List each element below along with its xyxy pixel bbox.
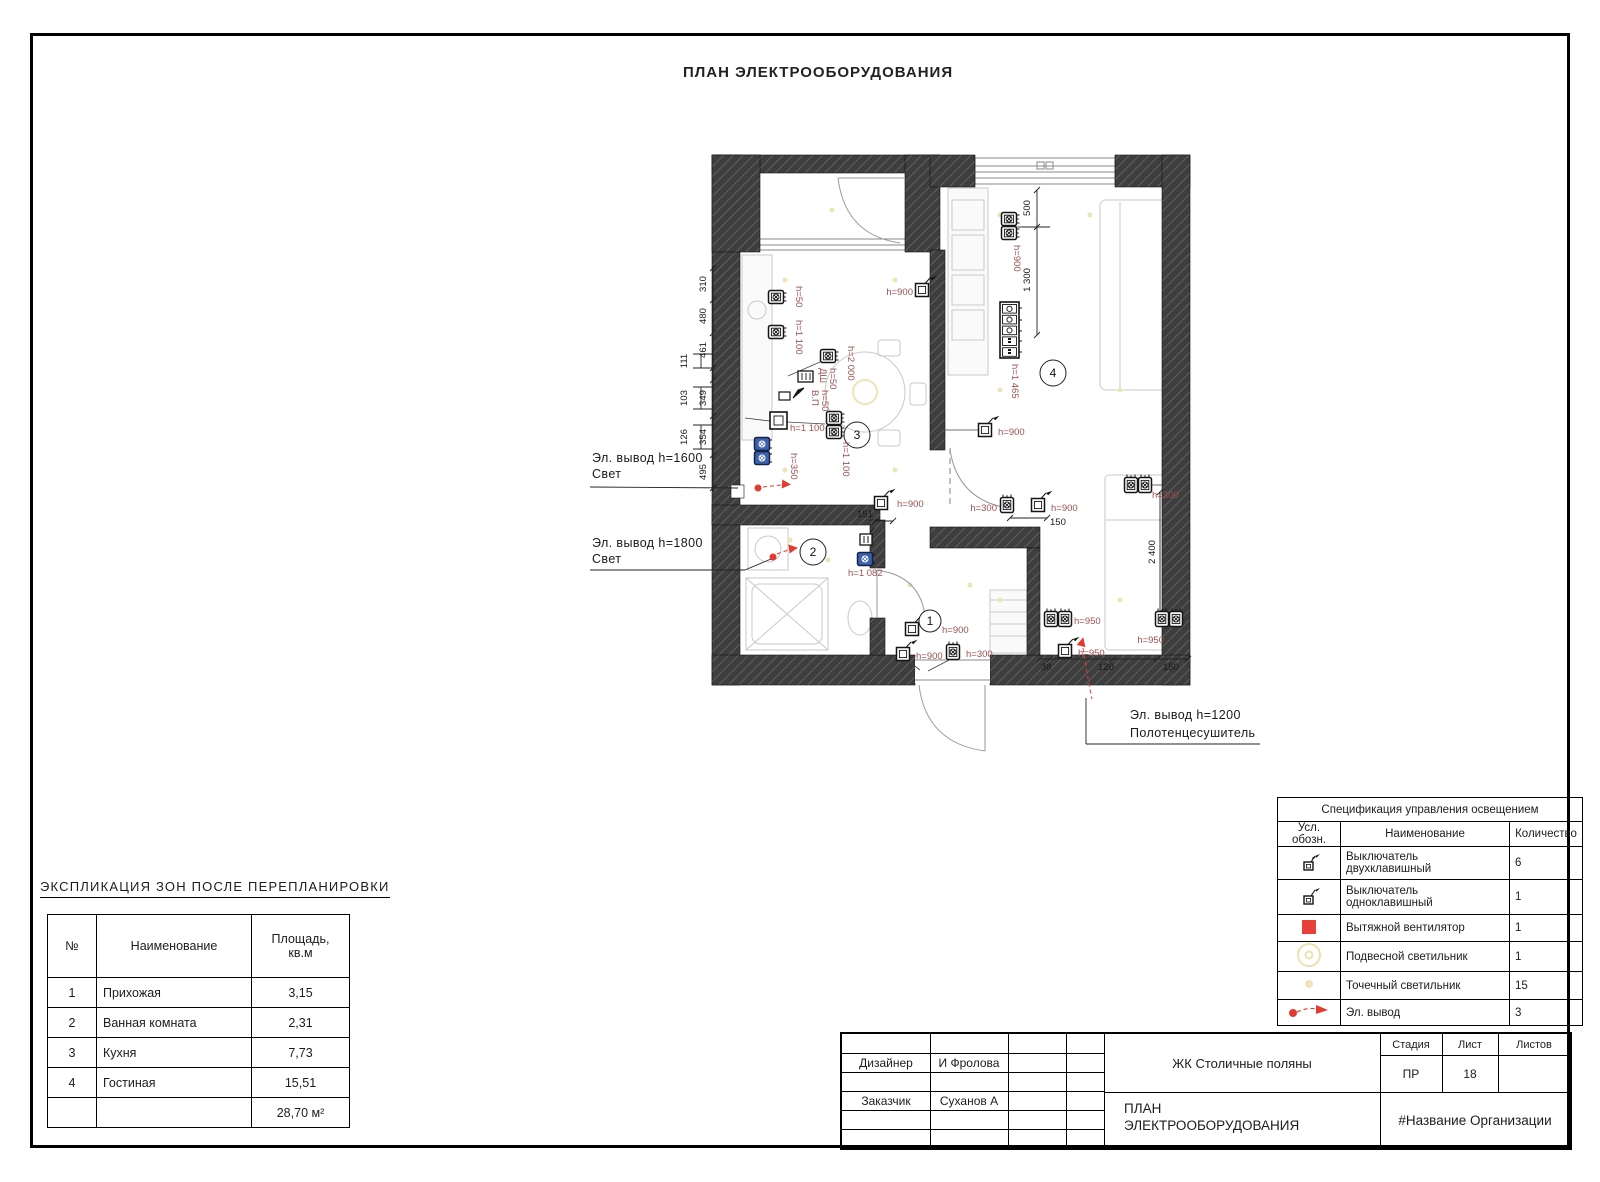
client-name: Суханов А — [939, 1093, 999, 1108]
col-area-line1: Площадь, — [271, 932, 330, 946]
sheet-label: Лист — [1458, 1038, 1482, 1051]
explication-table — [47, 914, 350, 1128]
row4-area: 15,51 — [252, 1068, 350, 1098]
legend-col-qty: Количество — [1510, 822, 1583, 847]
legend-row — [1278, 915, 1583, 942]
row2-no: 2 — [48, 1008, 97, 1038]
socket-symbol — [821, 350, 839, 363]
socket-symbol — [769, 291, 787, 304]
label-h300-d: h=300 — [970, 503, 997, 514]
label-h1100: h=1 100 — [793, 320, 804, 355]
fan-icon — [1278, 915, 1341, 942]
label-h1100-3: h=1 100 — [840, 442, 851, 477]
dim-103: 103 — [679, 390, 690, 406]
col-name: Наименование — [97, 915, 252, 978]
socket-symbol — [1156, 609, 1169, 627]
dim-500: 500 — [1022, 200, 1033, 216]
label-h950-3: h=950 — [1137, 635, 1164, 646]
dim-111: 111 — [679, 353, 690, 369]
label-h50-hood: h=50 — [819, 390, 830, 412]
socket-symbol — [1002, 213, 1020, 226]
row4-name: Гостиная — [97, 1068, 252, 1098]
legend-col-symbol: Усл. обозн. — [1278, 822, 1341, 847]
legend-title: Спецификация управления освещением — [1278, 798, 1583, 822]
legend-name: Эл. вывод — [1341, 1000, 1510, 1026]
switch-single-icon — [1278, 880, 1341, 915]
annotation-1200-line2: Полотенцесушитель — [1130, 726, 1256, 740]
drawing-name — [1124, 1100, 1374, 1134]
socket-symbol — [1125, 475, 1138, 493]
legend-name: Выключатель двухклавишный — [1341, 847, 1510, 880]
pendant-light-icon — [1278, 942, 1341, 972]
label-h1082: h=1 082 — [848, 568, 883, 579]
dim-349: 349 — [698, 390, 709, 406]
annotation-1200-line1: Эл. вывод h=1200 — [1130, 708, 1241, 722]
dim-2400: 2 400 — [1147, 540, 1158, 564]
legend-qty: 1 — [1510, 915, 1583, 942]
dim-151: 151 — [857, 509, 873, 520]
label-h900-b: h=900 — [897, 499, 924, 510]
socket-box-symbol — [770, 412, 787, 429]
room-number-2: 2 — [809, 545, 817, 559]
table-row — [48, 1008, 350, 1038]
legend-row — [1278, 1000, 1583, 1026]
dim-150-b: 150 — [1163, 662, 1179, 673]
table-row — [48, 1038, 350, 1068]
annotation-1800-line2: Свет — [592, 552, 622, 566]
legend-col-name: Наименование — [1341, 822, 1510, 847]
switch-double-icon — [1278, 847, 1341, 880]
wall-niche — [731, 485, 744, 498]
dim-310: 310 — [698, 276, 709, 292]
label-h900-lv: h=900 — [1011, 245, 1022, 272]
label-h900-p: h=900 — [998, 427, 1025, 438]
socket-symbol — [769, 326, 787, 339]
row1-no: 1 — [48, 978, 97, 1008]
table-row — [48, 1068, 350, 1098]
dim-480: 480 — [698, 308, 709, 324]
designer-name: И Фролова — [938, 1055, 1000, 1070]
row1-name: Прихожая — [97, 978, 252, 1008]
label-h2000: h=2 000 — [845, 346, 856, 381]
row4-no: 4 — [48, 1068, 97, 1098]
label-h900-k: h=900 — [886, 287, 913, 298]
label-h1465: h=1 465 — [1009, 364, 1020, 399]
dim-1300: 1 300 — [1022, 268, 1033, 292]
total-empty2 — [97, 1098, 252, 1128]
drawing-name-line1: ПЛАН — [1124, 1101, 1162, 1116]
label-h950-1: h=950 — [1074, 616, 1101, 627]
explication-header-row — [48, 915, 350, 978]
socket-symbol — [1170, 609, 1183, 627]
row2-area: 2,31 — [252, 1008, 350, 1038]
stage-value: ПР — [1402, 1066, 1420, 1081]
floor-plan — [560, 140, 1260, 760]
spot-light-icon — [1278, 972, 1341, 1000]
dim-150-door: 150 — [1050, 517, 1066, 528]
legend-qty: 1 — [1510, 880, 1583, 915]
annotation-1600-line2: Свет — [592, 467, 622, 481]
label-h900-h1: h=900 — [942, 625, 969, 636]
legend-qty: 3 — [1510, 1000, 1583, 1026]
explication-heading: ЭКСПЛИКАЦИЯ ЗОН ПОСЛЕ ПЕРЕПЛАНИРОВКИ — [40, 879, 390, 898]
label-h950-2: h=950 — [1078, 648, 1105, 659]
socket-symbol — [827, 412, 845, 425]
col-area — [252, 915, 350, 978]
dishwasher-outlet-symbol — [798, 371, 813, 382]
socket-symbol — [1059, 609, 1072, 627]
room-number-3: 3 — [853, 428, 861, 442]
client-label: Заказчик — [861, 1093, 911, 1108]
designer-label: Дизайнер — [859, 1055, 913, 1070]
row2-name: Ванная комната — [97, 1008, 252, 1038]
red-dot — [755, 485, 762, 492]
socket-symbol — [947, 642, 960, 660]
label-h300-r: h=300 — [1152, 490, 1179, 501]
dim-126: 126 — [679, 429, 690, 445]
label-h900-d: h=900 — [1051, 503, 1078, 514]
legend-row — [1278, 880, 1583, 915]
row3-no: 3 — [48, 1038, 97, 1068]
label-h350: h=350 — [788, 453, 799, 480]
legend-row — [1278, 972, 1583, 1000]
legend-row — [1278, 847, 1583, 880]
socket-symbol — [827, 426, 845, 439]
socket-symbol — [1002, 227, 1020, 240]
sheets-label: Листов — [1516, 1038, 1552, 1051]
label-h300-h: h=300 — [966, 649, 993, 660]
label-h900-h2: h=900 — [916, 651, 943, 662]
project-name: ЖК Столичные поляны — [1172, 1055, 1312, 1071]
el-output-icon — [1278, 1000, 1341, 1026]
dim-495: 495 — [698, 464, 709, 480]
dim-120: 120 — [1098, 662, 1114, 673]
annotation-1600-line1: Эл. вывод h=1600 — [592, 451, 703, 465]
socket-blue-symbol — [858, 553, 876, 566]
table-row — [48, 978, 350, 1008]
dim-354: 354 — [698, 429, 709, 445]
total-area: 28,70 м² — [252, 1098, 350, 1128]
label-vp: В.П — [809, 390, 820, 406]
legend-qty: 1 — [1510, 942, 1583, 972]
page-title: ПЛАН ЭЛЕКТРООБОРУДОВАНИЯ — [683, 64, 954, 81]
row3-area: 7,73 — [252, 1038, 350, 1068]
socket-blue-symbol — [755, 438, 773, 451]
organization-name: #Название Организации — [1398, 1112, 1552, 1128]
stage-label: Стадия — [1392, 1038, 1430, 1051]
drawing-name-line2: ЭЛЕКТРООБОРУДОВАНИЯ — [1124, 1118, 1300, 1133]
row1-area: 3,15 — [252, 978, 350, 1008]
legend-row — [1278, 942, 1583, 972]
col-number: № — [48, 915, 97, 978]
room-number-1: 1 — [926, 614, 934, 628]
total-empty1 — [48, 1098, 97, 1128]
room-number-4: 4 — [1049, 366, 1057, 380]
dim-38: 38 — [1041, 662, 1052, 673]
socket-blue-symbol — [755, 452, 773, 465]
row3-name: Кухня — [97, 1038, 252, 1068]
dim-461: 461 — [698, 342, 709, 358]
legend-qty: 15 — [1510, 972, 1583, 1000]
col-area-line2: кв.м — [288, 946, 313, 960]
socket-symbol — [1045, 609, 1058, 627]
label-dsh: ДШ — [817, 368, 828, 384]
legend-table — [1277, 797, 1583, 1026]
legend-name: Выключатель одноклавишный — [1341, 880, 1510, 915]
socket-symbol — [1139, 475, 1152, 493]
label-h50: h=50 — [793, 286, 804, 308]
sheet-value: 18 — [1463, 1066, 1477, 1081]
power-block-symbol — [1000, 302, 1022, 358]
socket-symbol — [1001, 495, 1014, 513]
label-h1100-2: h=1 100 — [790, 423, 825, 434]
label-h50-dw: h=50 — [827, 368, 838, 390]
total-row — [48, 1098, 350, 1128]
legend-qty: 6 — [1510, 847, 1583, 880]
legend-name: Вытяжной вентилятор — [1341, 915, 1510, 942]
title-block — [840, 1032, 1572, 1150]
annotation-1800-line1: Эл. вывод h=1800 — [592, 536, 703, 550]
legend-name: Подвесной светильник — [1341, 942, 1510, 972]
legend-name: Точечный светильник — [1341, 972, 1510, 1000]
